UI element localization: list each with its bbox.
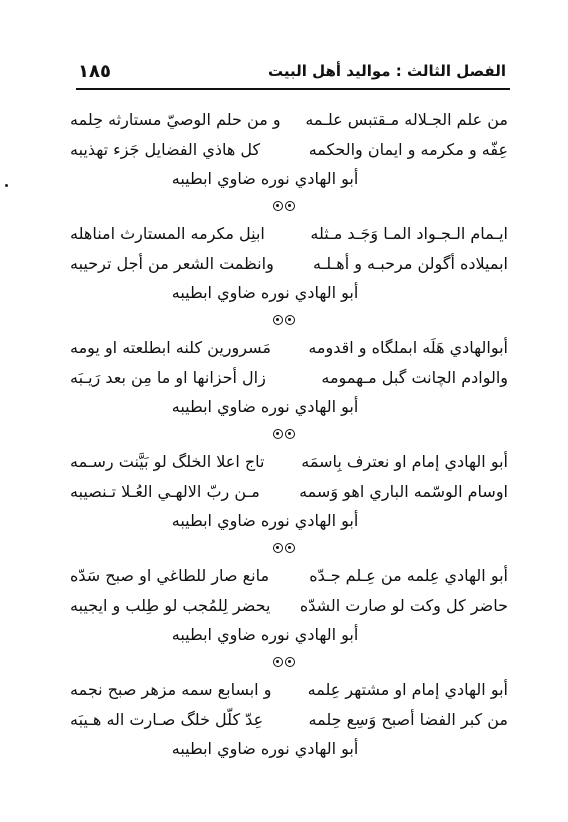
- first-hemistich: أبو الهادي إمام او نعترف بِاسمَه: [301, 451, 508, 471]
- double-flower-icon: [285, 429, 295, 439]
- double-flower-icon: [273, 543, 283, 553]
- refrain-line: أبو الهادي نوره ضاوي ابطيبه: [171, 397, 359, 416]
- couplet-row: [70, 674, 508, 704]
- double-flower-icon: [285, 657, 295, 667]
- stanza: [70, 446, 508, 560]
- couplet-row: [70, 476, 508, 506]
- first-hemistich: حاضر كل وكت لو صارت الشدّه: [299, 595, 508, 615]
- refrain-line: أبو الهادي نوره ضاوي ابطيبه: [171, 625, 359, 644]
- double-flower-icon: [273, 201, 283, 211]
- margin-dot: [5, 184, 8, 187]
- first-hemistich: أبوالهادي هَلَه ابملگاه و اقدومه: [308, 337, 508, 357]
- double-flower-icon: [285, 201, 295, 211]
- couplet-row: [70, 248, 508, 278]
- couplet-row: [70, 362, 508, 392]
- refrain-line: أبو الهادي نوره ضاوي ابطيبه: [171, 739, 359, 758]
- second-hemistich: كل هاذي الفضايل جَزء تهذيبه: [70, 139, 261, 159]
- first-hemistich: من علم الجـلاله مـقتبس علـمه: [305, 109, 508, 129]
- double-flower-icon: [273, 315, 283, 325]
- first-hemistich: والوادم الچانت گبل مـهمومه: [321, 367, 508, 387]
- second-hemistich: و من حلم الوصيّ مستارثه حِلمه: [70, 109, 281, 129]
- second-hemistich: مَسرورين كلنه ابطلعته او يومه: [70, 337, 271, 357]
- second-hemistich: يحضر لِلمُجب لو طِلب و ايجيبه: [70, 595, 271, 615]
- double-flower-icon: [273, 657, 283, 667]
- second-hemistich: و ابسابع سمه مزهر صبح نجمه: [70, 679, 272, 699]
- couplet-row: [70, 704, 508, 734]
- stanza-divider: [70, 308, 508, 332]
- first-hemistich: ابميلاده أگولن مرحبـه و أهـلـه: [313, 253, 508, 273]
- second-hemistich: زال أحزانها او ما مِن بعد رَيـبَه: [70, 367, 266, 387]
- couplet-row: [70, 332, 508, 362]
- first-hemistich: أبو الهادي عِلمه من عِـلم جـدّه: [309, 565, 508, 585]
- stanza: [70, 104, 508, 218]
- couplet-row: [70, 218, 508, 248]
- double-flower-icon: [285, 315, 295, 325]
- chapter-title: الفصل الثالث : مواليد أهل البيت: [268, 62, 506, 80]
- page-header: [78, 58, 506, 84]
- poem-body: [70, 104, 508, 764]
- stanza: [70, 218, 508, 332]
- couplet-row: [70, 446, 508, 476]
- stanza-divider: [70, 536, 508, 560]
- second-hemistich: مانع صار للطاغي او صبح سَدّه: [70, 565, 270, 585]
- stanza-divider: [70, 194, 508, 218]
- couplet-row: [70, 560, 508, 590]
- double-flower-icon: [273, 429, 283, 439]
- stanza-divider: [70, 422, 508, 446]
- second-hemistich: ابنِل مكرمه المستارث امناهله: [70, 223, 265, 243]
- second-hemistich: عِدّ كلّل خلگ صـارت اله هـيبَه: [70, 709, 264, 729]
- second-hemistich: مـن ربّ الالهـي العُـلا تـنصيبه: [70, 481, 260, 501]
- stanza: [70, 332, 508, 446]
- first-hemistich: أبو الهادي إمام او مشتهر عِلمه: [307, 679, 508, 699]
- refrain-line: أبو الهادي نوره ضاوي ابطيبه: [171, 169, 359, 188]
- first-hemistich: ايـمام الـجـواد المـا وَجَـد مـثله: [310, 223, 508, 243]
- first-hemistich: اوسام الوسّمه الباري اهو وَسمه: [299, 481, 508, 501]
- first-hemistich: عِفّه و مكرمه و ايمان والحكمه: [308, 139, 508, 159]
- couplet-row: [70, 134, 508, 164]
- second-hemistich: وانظمت الشعر من أجل ترحيبه: [70, 253, 274, 273]
- second-hemistich: تاج اعلا الخلگ لو بَيَّنت رسـمه: [70, 451, 265, 471]
- double-flower-icon: [285, 543, 295, 553]
- header-rule: [76, 88, 510, 90]
- stanza: [70, 674, 508, 764]
- page-number: ١٨٥: [78, 60, 111, 82]
- stanza-divider: [70, 650, 508, 674]
- first-hemistich: من كبر الفضا أصبح وَسِع حِلمه: [308, 709, 508, 729]
- couplet-row: [70, 590, 508, 620]
- refrain-line: أبو الهادي نوره ضاوي ابطيبه: [171, 283, 359, 302]
- couplet-row: [70, 104, 508, 134]
- refrain-line: أبو الهادي نوره ضاوي ابطيبه: [171, 511, 359, 530]
- stanza: [70, 560, 508, 674]
